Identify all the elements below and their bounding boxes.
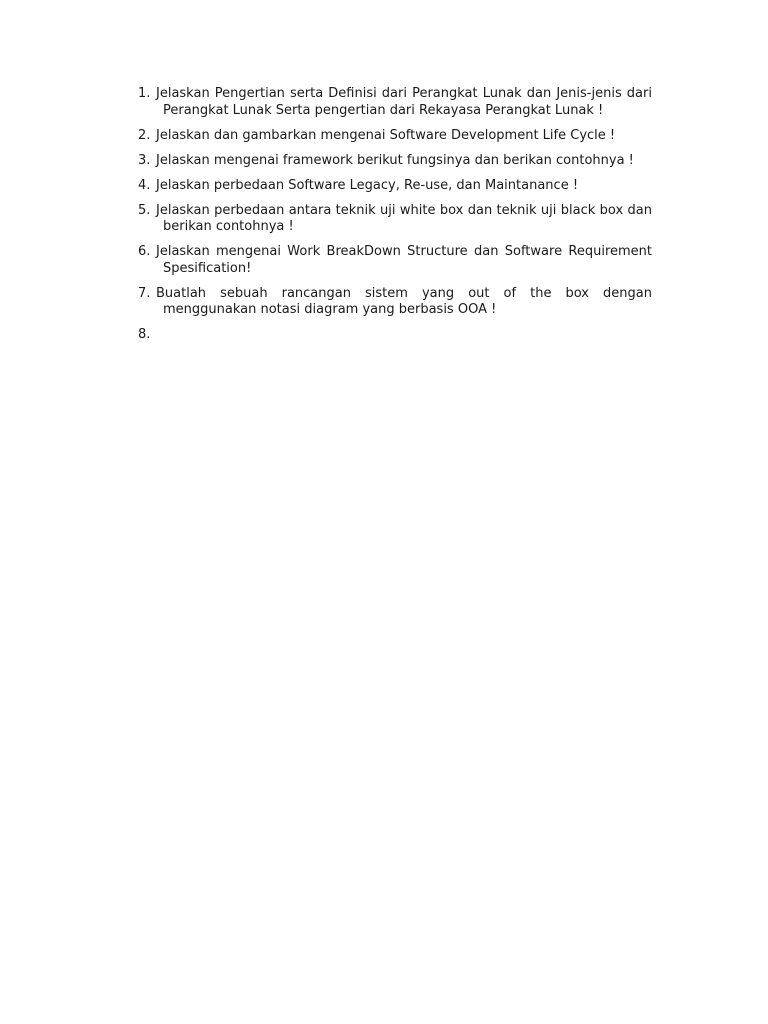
question-item — [138, 203, 652, 236]
question-text: Jelaskan dan gambarkan mengenai Software Development Life Cycle ! — [156, 127, 616, 143]
question-number: 4. — [138, 177, 151, 193]
question-number: 7. — [138, 285, 151, 301]
question-item — [138, 178, 652, 195]
question-number: 1. — [138, 86, 151, 101]
question-item — [138, 286, 652, 319]
question-item — [138, 128, 652, 145]
question-text: Jelaskan mengenai Work BreakDown Structure dan Software Requirement Spesification! — [156, 244, 652, 276]
question-item — [138, 86, 652, 119]
question-item — [138, 327, 652, 344]
question-number: 2. — [138, 127, 151, 143]
question-text: Jelaskan Pengertian serta Definisi dari Perangkat Lunak dan Jenis-jenis dari Perangkat Lunak Serta pengertian dari Rekayasa Perangkat Lunak ! — [156, 86, 652, 118]
question-number: 5. — [138, 202, 151, 218]
question-item — [138, 153, 652, 170]
question-item — [138, 244, 652, 277]
question-list — [138, 86, 652, 352]
question-number: 8. — [138, 327, 151, 342]
question-text: Jelaskan perbedaan Software Legacy, Re-use, dan Maintanance ! — [156, 177, 579, 193]
question-number: 6. — [138, 244, 151, 259]
question-text: Jelaskan mengenai framework berikut fungsinya dan berikan contohnya ! — [156, 152, 634, 168]
question-text: Buatlah sebuah rancangan sistem yang out of the box dengan menggunakan notasi diagram yang berbasis OOA ! — [156, 285, 652, 317]
question-text: Jelaskan perbedaan antara teknik uji white box dan teknik uji black box dan berikan contohnya ! — [156, 202, 652, 234]
question-number: 3. — [138, 152, 151, 168]
